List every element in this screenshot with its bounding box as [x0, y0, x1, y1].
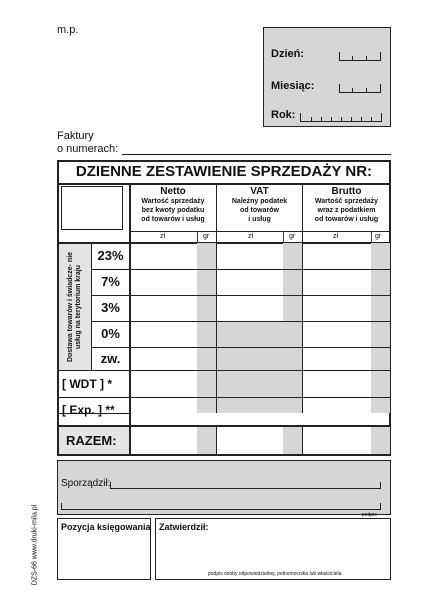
- col-brutto: Brutto Wartość sprzedaży wraz z podatkiem od towarów i usług: [314, 186, 379, 223]
- unit-zl-3: zł: [333, 233, 339, 240]
- unit-zl-1: zł: [160, 233, 166, 240]
- rate-3: 3%: [101, 300, 120, 315]
- rate-7: 7%: [101, 274, 120, 289]
- vertical-label: Dostawa towarów i świadcze- nie usług na terytorium kraju: [67, 251, 82, 363]
- rate-0: 0%: [101, 326, 120, 341]
- invoices-label-1: Faktury: [57, 130, 94, 142]
- col-vat: VAT Należny podatek od towarów i usług: [231, 186, 288, 223]
- col-netto: Netto Wartość sprzedaży bez kwoty podatku od towarów i usług: [141, 186, 205, 223]
- invoices-line[interactable]: [122, 154, 391, 155]
- accounting-label: Pozycja księgowania: [61, 522, 151, 532]
- signature-label: podpis: [362, 512, 377, 518]
- year-field[interactable]: [300, 113, 382, 122]
- year-label: Rok:: [271, 109, 296, 121]
- rate-23: 23%: [97, 248, 124, 263]
- day-label: Dzień:: [271, 48, 304, 60]
- vat-disabled-area: [217, 322, 302, 413]
- prepared-line-2[interactable]: [61, 503, 381, 510]
- prepared-label: Sporządził:: [61, 478, 111, 489]
- month-field[interactable]: [339, 84, 381, 93]
- invoices-label-2: o numerach:: [57, 143, 119, 155]
- total-label: RAZEM:: [66, 433, 117, 448]
- unit-gr-2: gr: [289, 233, 296, 240]
- table-title: DZIENNE ZESTAWIENIE SPRZEDAŻY NR:: [75, 163, 373, 180]
- prepared-line-1[interactable]: [110, 482, 381, 489]
- header-blank-box: [61, 186, 123, 230]
- unit-zl-2: zł: [248, 233, 254, 240]
- day-field[interactable]: [339, 52, 381, 61]
- exp-label: [ Exp. ] **: [62, 403, 115, 417]
- approver-signature-label: podpis osoby odpowiedzialnej, pełnomocnika lub właściciela: [208, 571, 342, 577]
- mp-label: m.p.: [57, 24, 79, 36]
- rate-zw: zw.: [100, 351, 121, 366]
- side-code: DZS-66 www.druki-mila.pl: [31, 504, 39, 586]
- month-label: Miesiąc:: [271, 80, 315, 92]
- unit-gr-3: gr: [375, 233, 382, 240]
- approved-label: Zatwierdził:: [159, 522, 209, 532]
- wdt-label: [ WDT ] *: [62, 377, 112, 391]
- gr-column-2: [283, 243, 302, 321]
- unit-gr-1: gr: [203, 233, 210, 240]
